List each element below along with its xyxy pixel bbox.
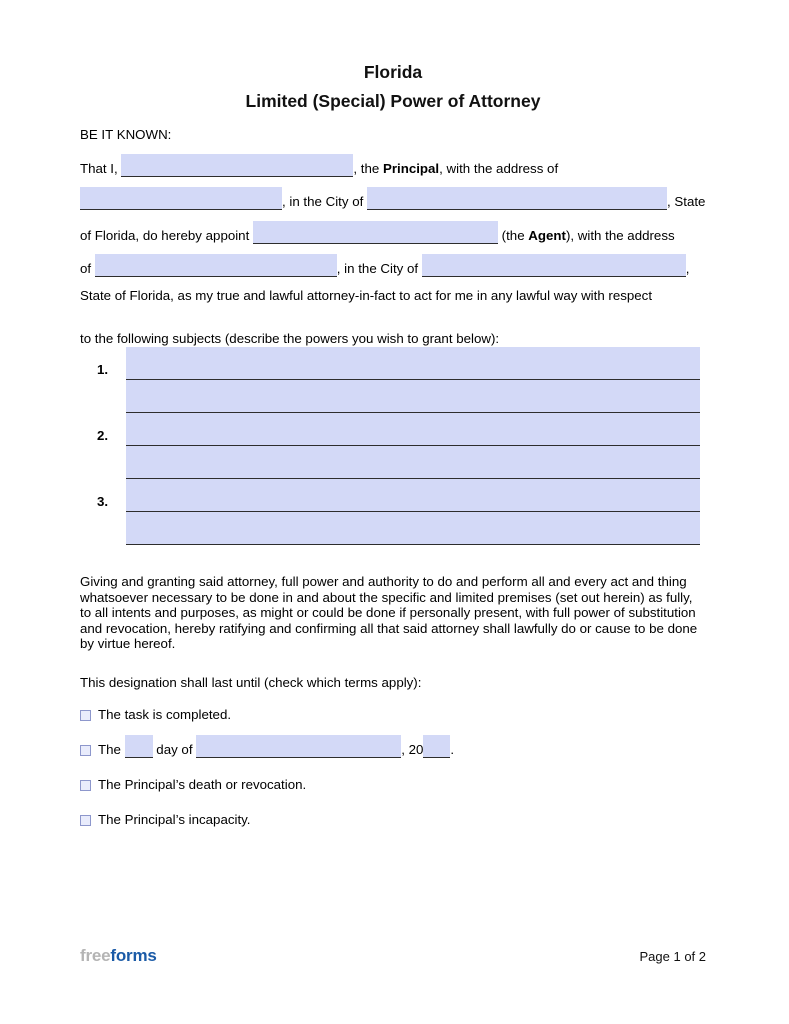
intro-paragraph-line-2 xyxy=(80,304,706,347)
principal-label: Principal xyxy=(382,161,440,176)
power-3-line-1[interactable] xyxy=(126,479,700,512)
be-it-known-heading: BE IT KNOWN: xyxy=(80,127,172,142)
document-content xyxy=(0,58,789,828)
date-checkbox[interactable] xyxy=(80,745,91,756)
page-footer xyxy=(80,946,706,966)
power-item-number-2: 2. xyxy=(97,428,109,443)
day-field[interactable] xyxy=(125,735,153,758)
power-item-number-3: 3. xyxy=(97,494,109,509)
title-line-2: Limited (Special) Power of Attorney xyxy=(245,91,541,111)
line3-mid-text: (the xyxy=(497,228,529,243)
task-completed-label: The task is completed. xyxy=(98,706,232,722)
agent-address-line xyxy=(80,244,706,277)
agent-name-field[interactable] xyxy=(253,221,498,244)
power-3-line-2[interactable] xyxy=(126,512,700,545)
option-incapacity xyxy=(80,812,706,828)
incapacity-checkbox[interactable] xyxy=(80,815,91,826)
line1-pre-text: That I, xyxy=(80,161,122,176)
agent-name-line xyxy=(80,210,706,244)
intro-para2-text: to the following subjects (describe the powers you wish to grant below): xyxy=(80,331,500,346)
power-2-line-2[interactable] xyxy=(126,446,700,479)
principal-name-line xyxy=(80,143,706,177)
intro-paragraph-line-1 xyxy=(80,277,706,304)
power-1-line-1[interactable] xyxy=(126,347,700,380)
power-item-number-1: 1. xyxy=(97,362,109,377)
powers-section xyxy=(97,347,700,545)
designation-heading: This designation shall last until (check which terms apply): xyxy=(80,674,422,690)
line1-post-text: , with the address of xyxy=(439,161,559,176)
line2-mid-text: , in the City of xyxy=(282,194,367,209)
line3-post-text: ), with the address xyxy=(565,228,675,243)
power-2-line-1[interactable] xyxy=(126,413,700,446)
line4-post-text: , xyxy=(685,261,690,276)
option-death-revocation xyxy=(80,777,706,793)
document-title xyxy=(80,58,706,116)
task-completed-checkbox[interactable] xyxy=(80,710,91,721)
agent-address-field[interactable] xyxy=(95,254,337,277)
death-revocation-label: The Principal’s death or revocation. xyxy=(98,776,307,792)
principal-city-field[interactable] xyxy=(367,187,667,210)
line4-pre-text: of xyxy=(80,261,95,276)
freeforms-logo xyxy=(80,946,157,966)
death-revocation-checkbox[interactable] xyxy=(80,780,91,791)
agent-label: Agent xyxy=(528,228,566,243)
date-period-text: . xyxy=(450,741,455,757)
agent-city-field[interactable] xyxy=(422,254,686,277)
line1-mid-text: , the xyxy=(353,161,383,176)
year-field[interactable] xyxy=(423,735,450,758)
page-number: Page 1 of 2 xyxy=(639,949,706,964)
date-pre-text: The xyxy=(98,741,125,757)
principal-name-field[interactable] xyxy=(121,154,353,177)
month-field[interactable] xyxy=(196,735,401,758)
line3-pre-text: of Florida, do hereby appoint xyxy=(80,228,253,243)
line4-mid-text: , in the City of xyxy=(336,261,422,276)
legal-paragraph: Giving and granting said attorney, full power and authority to do and perform all and every act and thing whatsoever necessary to be done in and about the specific and limited premises (set out herein) as fully, to all intents and purposes, as might or could be done if personally present, with full power of substitution and revocation, hereby ratifying and confirming all that said attorney shall lawfully do or cause to be done by virtue hereof. xyxy=(80,574,698,652)
option-date xyxy=(80,742,706,758)
line2-post-text: , State xyxy=(667,194,706,209)
brand-free-text: free xyxy=(80,946,111,965)
incapacity-label: The Principal’s incapacity. xyxy=(98,811,251,827)
option-task-completed xyxy=(80,707,706,723)
principal-address-field[interactable] xyxy=(80,187,282,210)
brand-forms-text: forms xyxy=(110,946,157,965)
date-dayof-text: day of xyxy=(152,741,197,757)
title-line-1: Florida xyxy=(363,62,423,82)
power-1-line-2[interactable] xyxy=(126,380,700,413)
intro-para1-text: State of Florida, as my true and lawful attorney-in-fact to act for me in any lawful way with respect xyxy=(80,288,653,303)
date-year-prefix-text: , 20 xyxy=(401,741,424,757)
principal-address-line xyxy=(80,177,706,210)
